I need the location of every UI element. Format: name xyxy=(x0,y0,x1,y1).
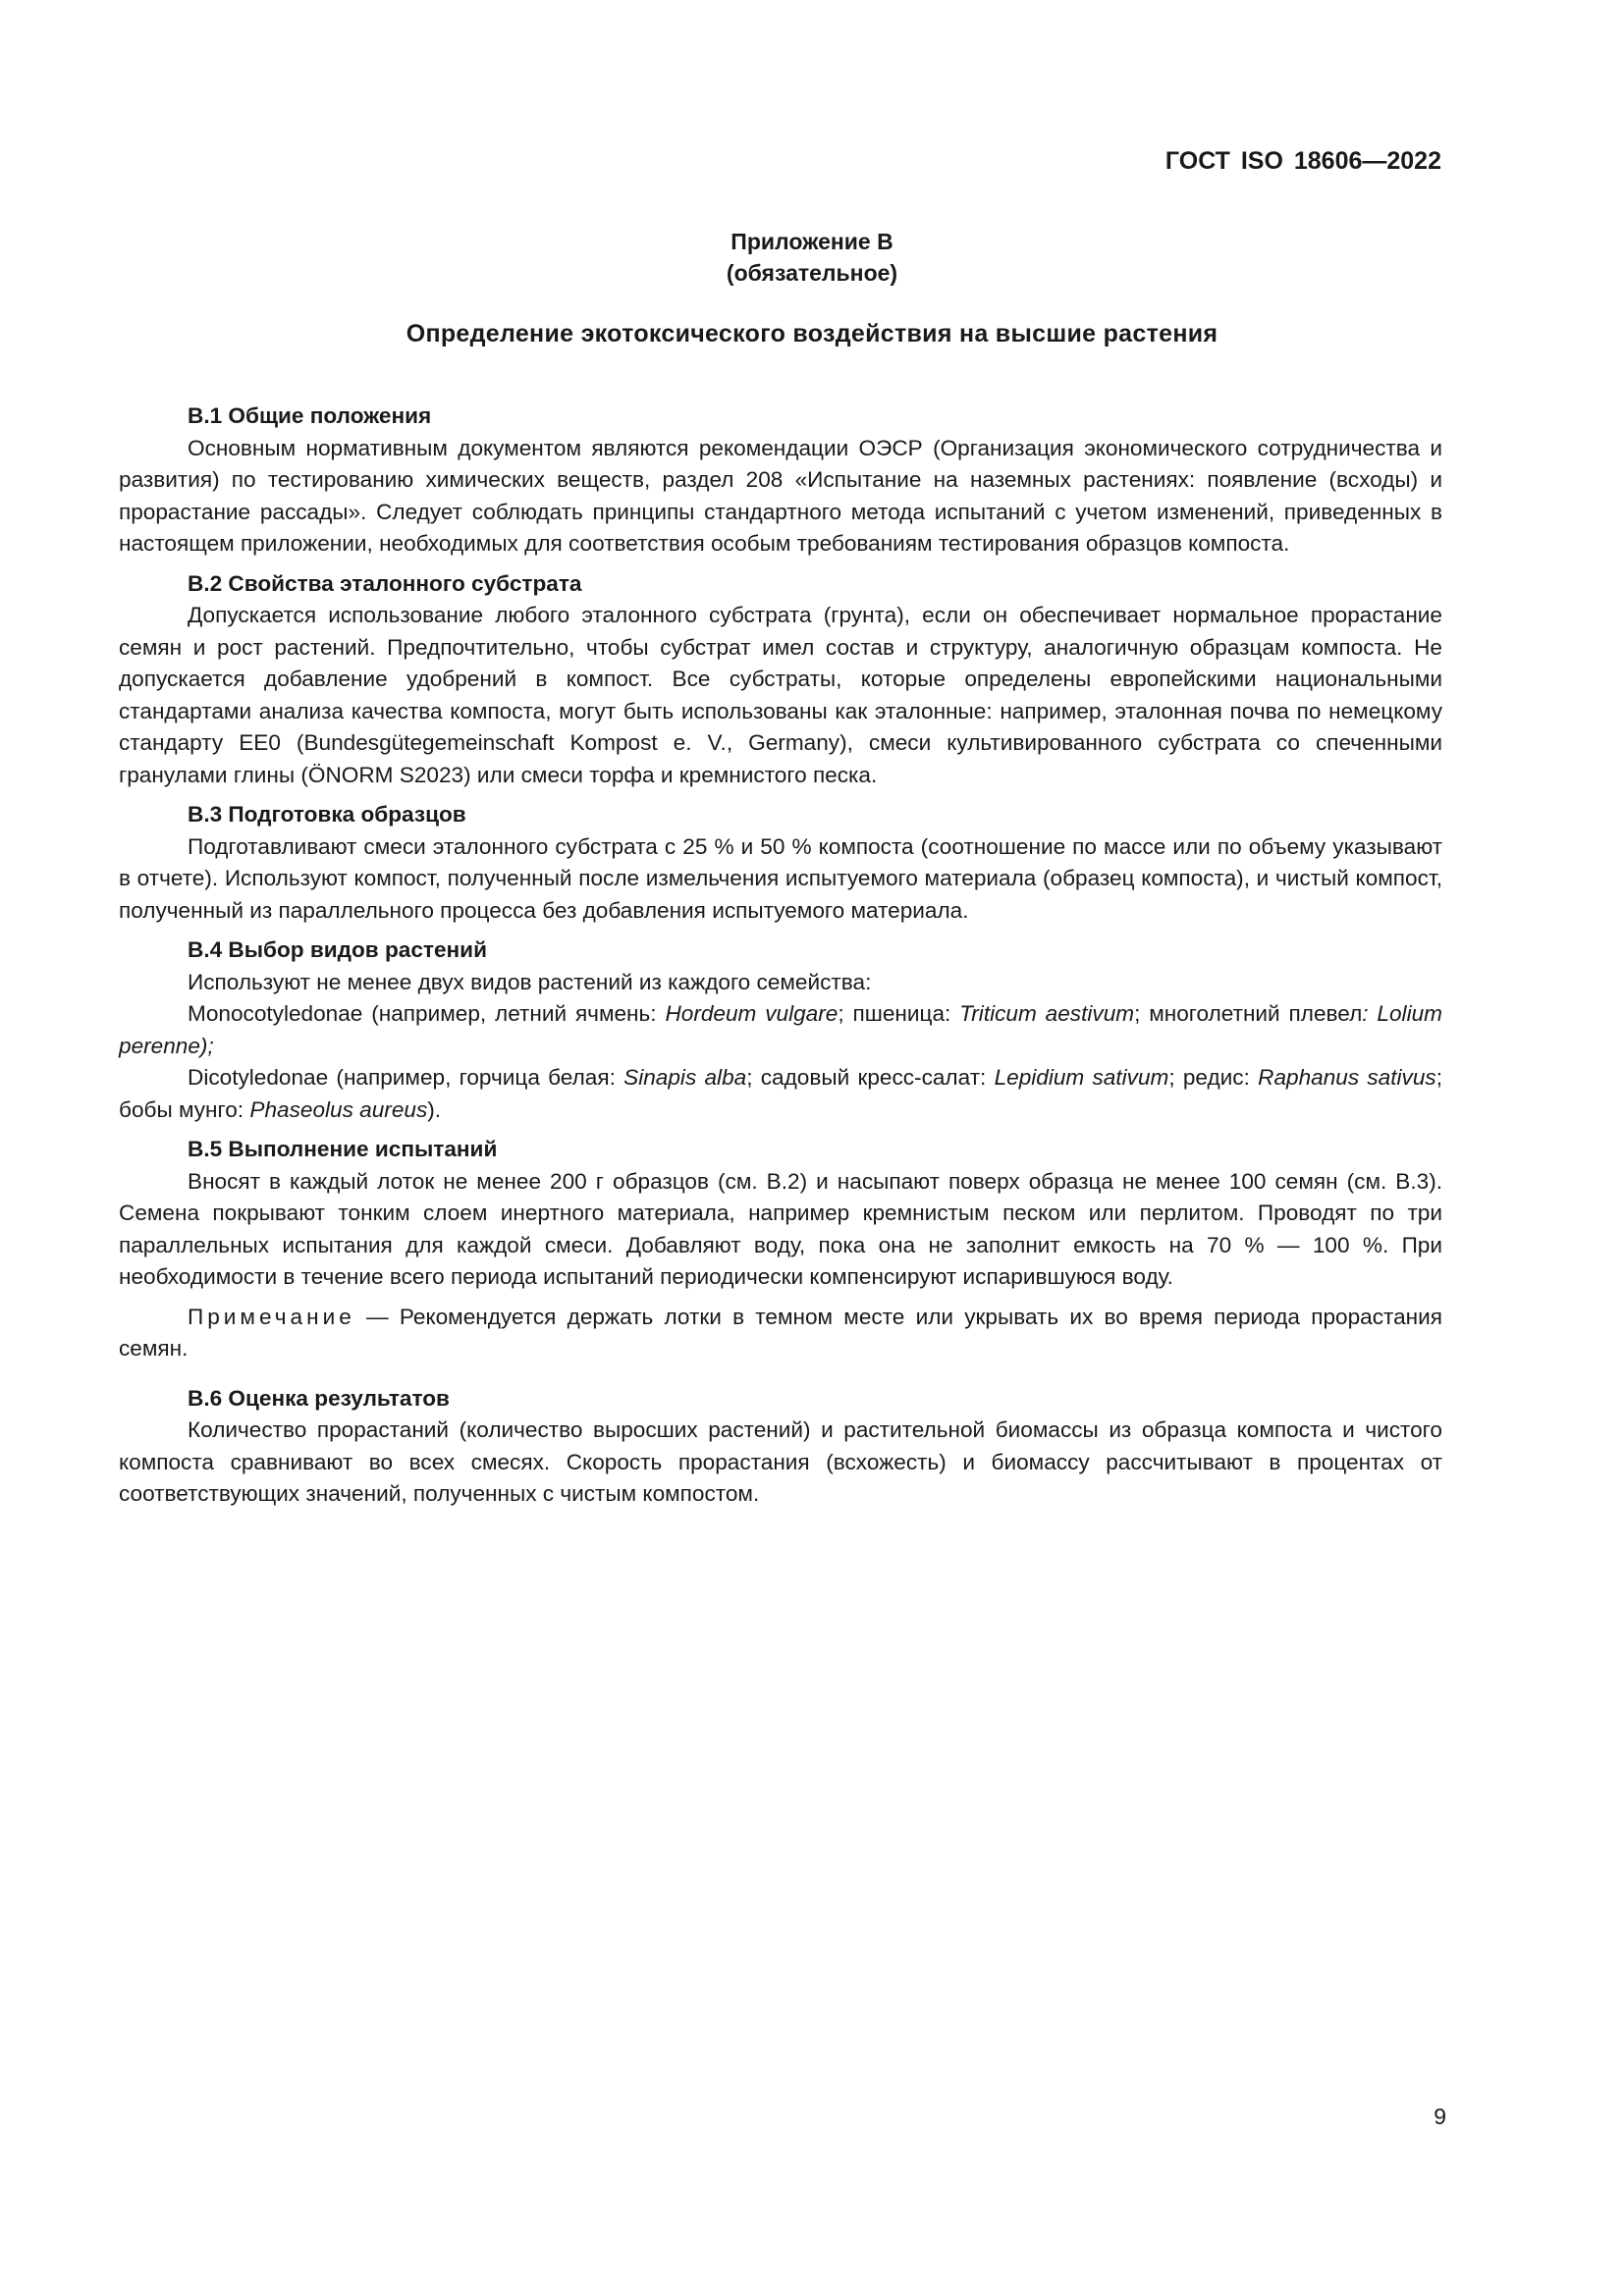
note-text: — Рекомендуется держать лотки в темном месте или укрывать их во время периода прорастания семян. xyxy=(119,1304,1442,1361)
section-heading-b5: В.5 Выполнение испытаний xyxy=(188,1137,498,1161)
appendix-status: (обязательное) xyxy=(726,260,898,286)
document-code: ГОСТ ISO 18606—2022 xyxy=(1164,147,1441,175)
note xyxy=(119,1302,1442,1365)
appendix-label: Приложение В xyxy=(731,229,893,254)
section-text-b5: Вносят в каждый лоток не менее 200 г образцов (см. В.2) и насыпают поверх образца не менее 100 семян (см. В.3). Семена покрывают тонким слоем инертного материала, например кремнистым песком или перлитом. Проводят по три параллельных испытания для каждой смеси. Добавляют воду, пока она не заполнит емкость на 70 % — 100 %. При необходимости в течение всего периода испытаний периодически компенсируют испарившуюся воду. xyxy=(119,1168,1442,1289)
section-heading-b3: В.3 Подготовка образцов xyxy=(188,802,466,827)
dicotyledonae-list: Dicotyledonae (например, горчица белая: Sinapis alba; садовый кресс-салат: Lepidium sativum; редис: Raphanus sativus; бобы мунго: Phaseolus aureus). xyxy=(119,1065,1442,1122)
appendix-title: Определение экотоксического воздействия на высшие растения xyxy=(406,320,1218,347)
section-heading-b2: В.2 Свойства эталонного субстрата xyxy=(188,570,582,596)
document-body xyxy=(119,400,1442,1511)
section-text-b2: Допускается использование любого эталонного субстрата (грунта), если он обеспечивает нормальное прорастание семян и рост растений. Предпочтительно, чтобы субстрат имел состав и структуру, аналогичную образцам компоста. Не допускается добавление удобрений в компост. Все субстраты, которые определены европейскими национальными стандартами анализа качества компоста, могут быть использованы как эталонные: например, эталонная почва по немецкому стандарту EE0 (Bundesgütegemeinschaft Kompost e. V., Germany), смеси культивированного субстрата со спеченными гранулами глины (ÖNORM S2023) или смеси торфа и кремнистого песка. xyxy=(119,603,1442,787)
section-text-b6: Количество прорастаний (количество выросших растений) и растительной биомассы из образца компоста и чистого компоста сравнивают во всех смесях. Скорость прорастания (всхожесть) и биомассу рассчитывают в процентах от соответствующих значений, полученных с чистым компостом. xyxy=(119,1417,1442,1506)
section-heading-b6: В.6 Оценка результатов xyxy=(188,1385,450,1411)
section-text-b1: Основным нормативным документом являются рекомендации ОЭСР (Организация экономического сотрудничества и развития) по тестированию химических веществ, раздел 208 «Испытание на наземных растениях: появление (всходы) и прорастание рассады». Следует соблюдать принципы стандартного метода испытаний с учетом изменений, приведенных в настоящем приложении, необходимых для соответствия особым требованиям тестирования образцов компоста. xyxy=(119,435,1442,556)
section-intro-b4: Используют не менее двух видов растений из каждого семейства: xyxy=(188,969,872,994)
note-label: Примечание xyxy=(188,1304,355,1329)
appendix-heading xyxy=(0,226,1624,289)
monocotyledonae-list: Monocotyledonae (например, летний ячмень: Hordeum vulgare; пшеница: Triticum aestivum; многолетний плевел: Lolium perenne); xyxy=(119,1001,1442,1058)
section-heading-b1: В.1 Общие положения xyxy=(188,403,432,428)
section-heading-b4: В.4 Выбор видов растений xyxy=(188,937,487,962)
section-text-b3: Подготавливают смеси эталонного субстрата с 25 % и 50 % компоста (соотношение по массе или по объему указывают в отчете). Используют компост, полученный после измельчения испытуемого материала (образец компоста), и чистый компост, полученный из параллельного процесса без добавления испытуемого материала. xyxy=(119,833,1442,923)
page-number: 9 xyxy=(1434,2104,1446,2129)
